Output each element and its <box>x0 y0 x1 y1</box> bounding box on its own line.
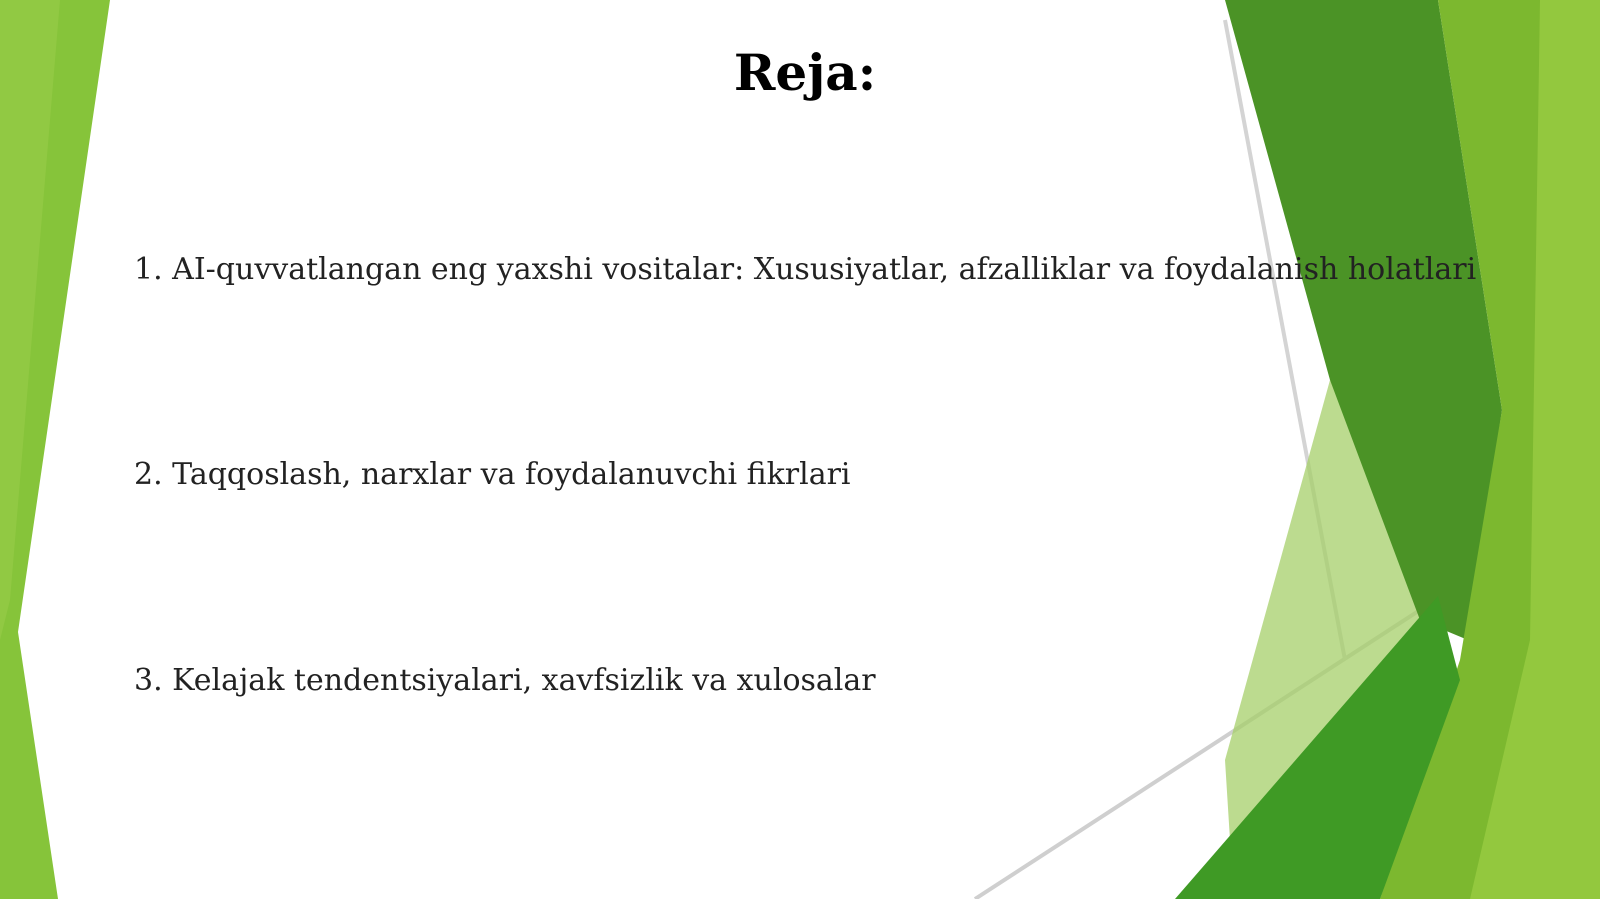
agenda-item-1: 1. AI-quvvatlangan eng yaxshi vositalar: Xususiyatlar, afzalliklar va foydalanish holatlari <box>134 252 1477 287</box>
slide-title: Reja: <box>733 43 877 102</box>
agenda-item-2: 2. Taqqoslash, narxlar va foydalanuvchi fikrlari <box>134 457 851 492</box>
agenda-item-3: 3. Kelajak tendentsiyalari, xavfsizlik va xulosalar <box>134 663 876 698</box>
